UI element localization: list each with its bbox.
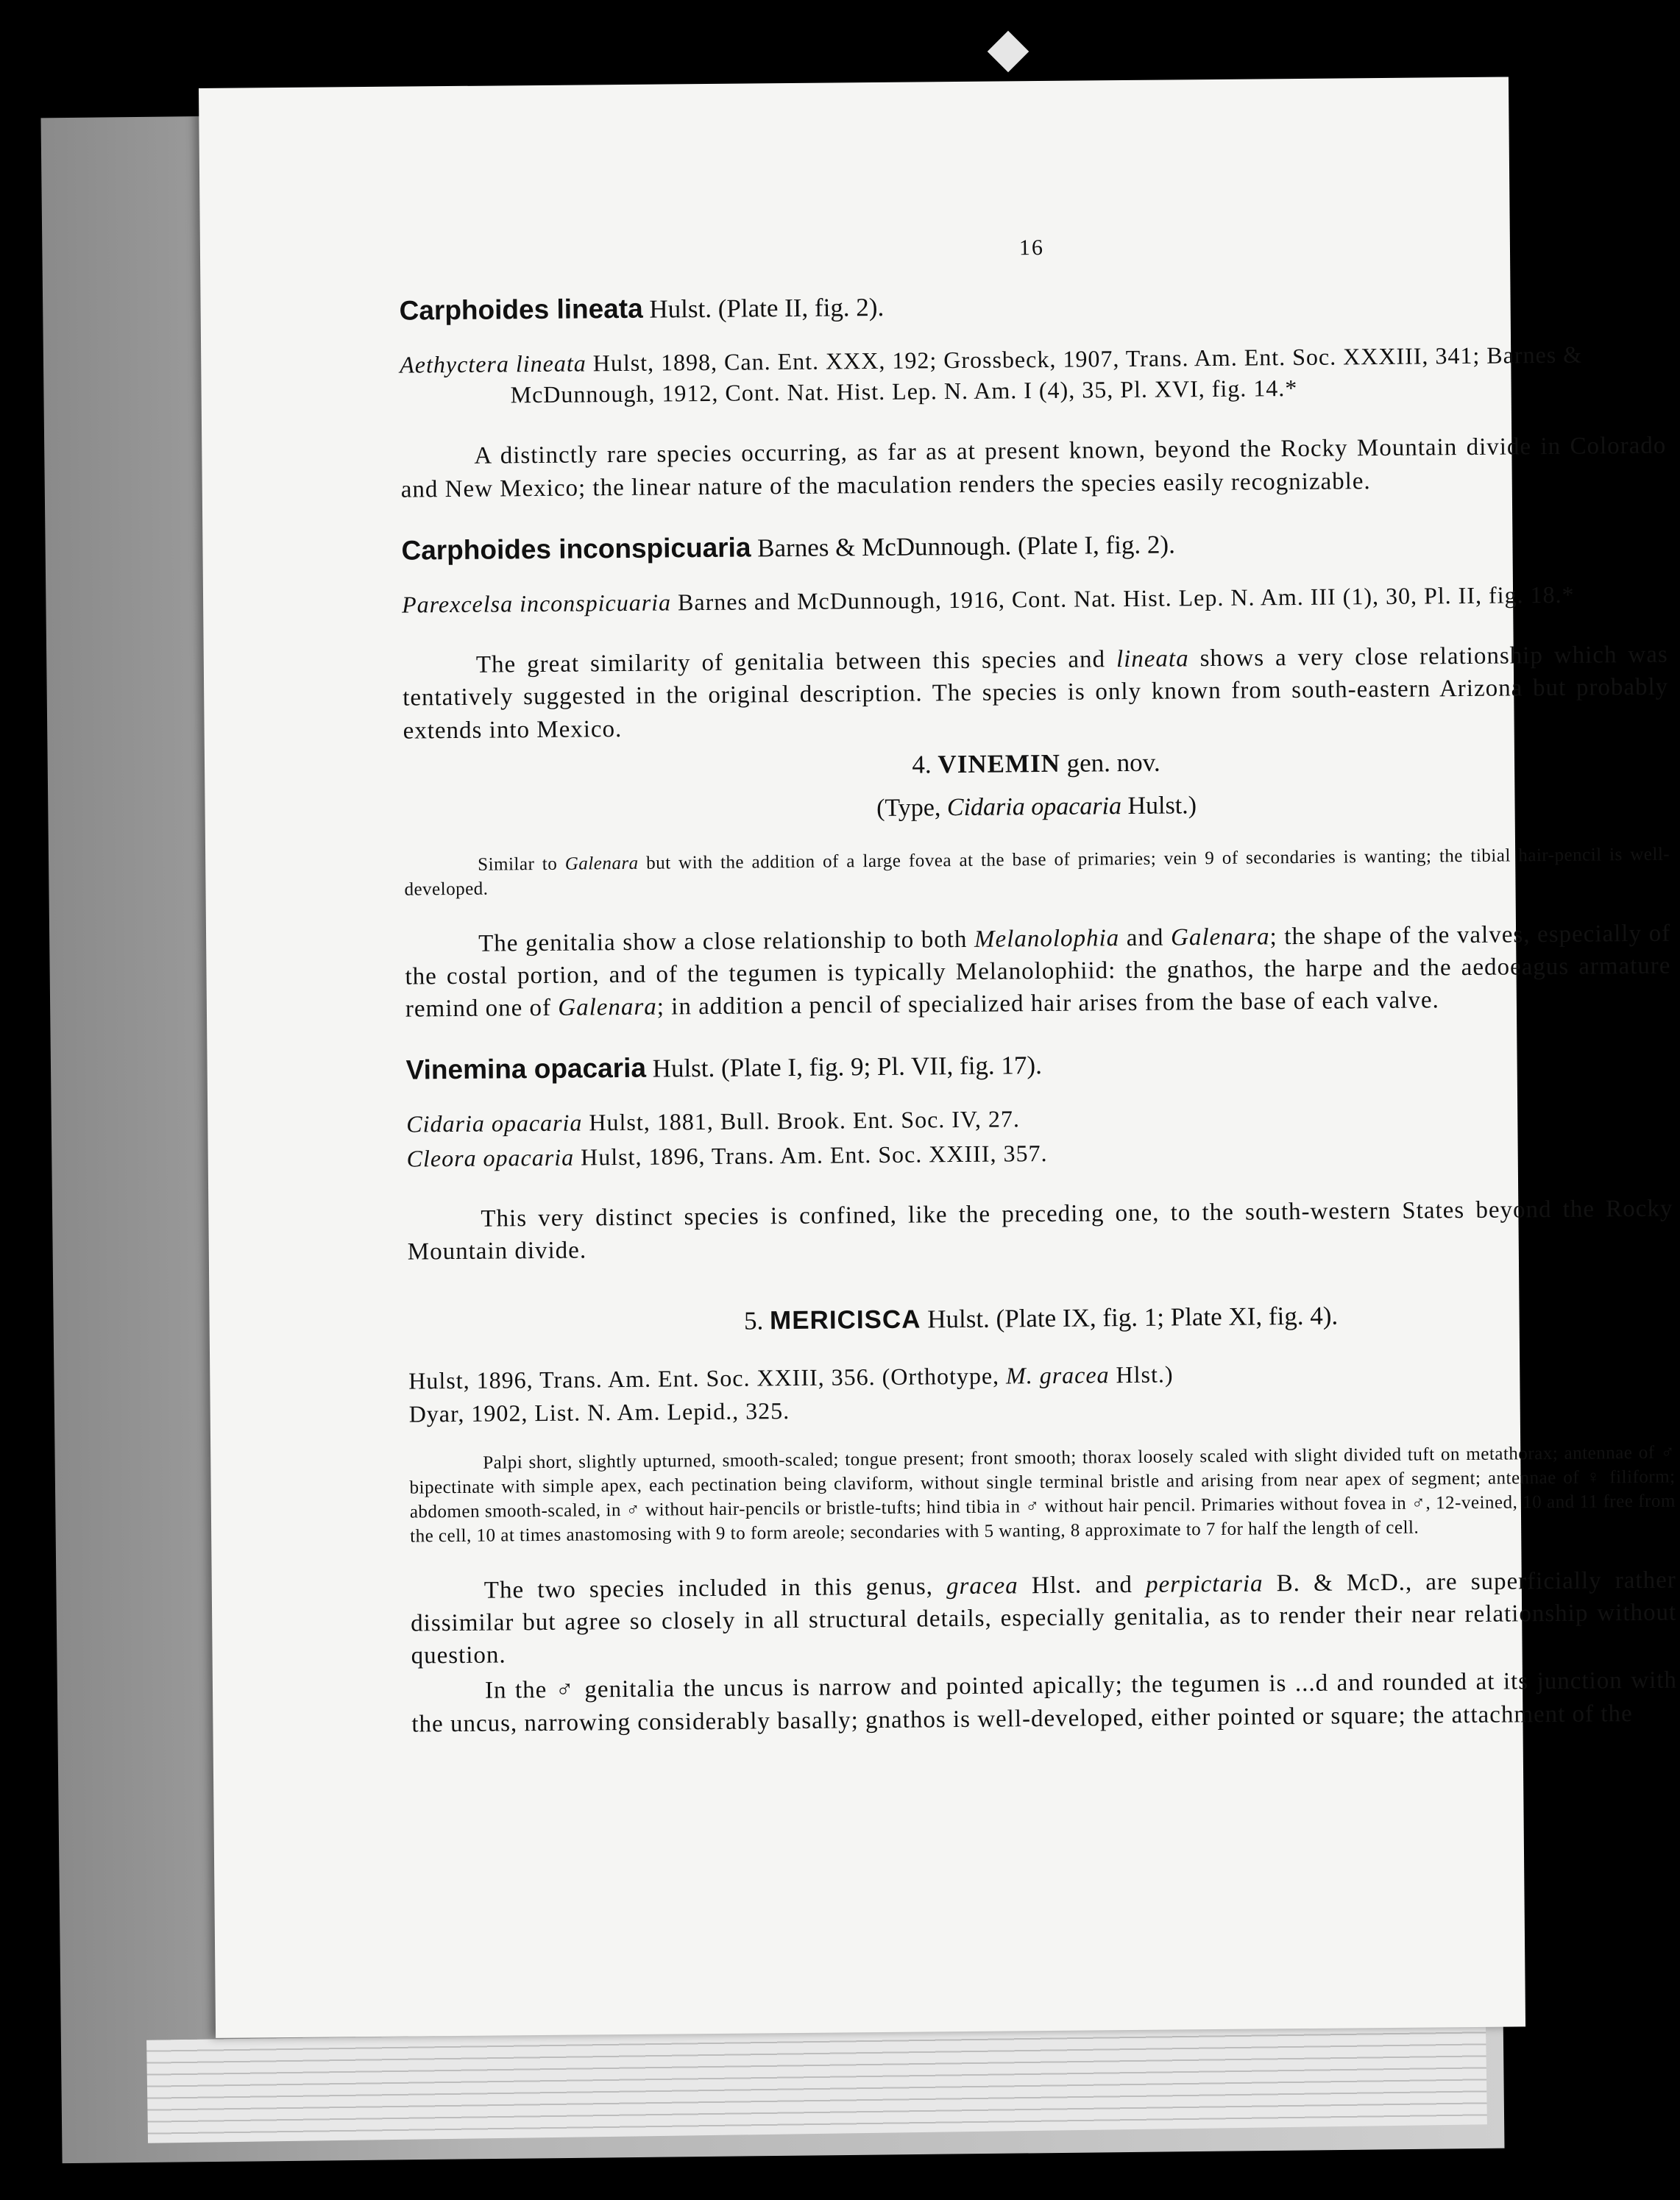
type-text: Hulst.) — [1121, 792, 1197, 820]
species-remarks: A distinctly rare species occurring, as far as at present known, beyond the Rocky Mountain divide in Colorado and New Mexico; the linear nature of the maculation renders the species easily recognizable. — [400, 433, 1667, 503]
species-authority: Barnes & McDunnough. (Plate I, fig. 2). — [751, 530, 1176, 563]
citation-text: Hulst, 1881, Bull. Brook. Ent. Soc. IV, 27. — [582, 1105, 1021, 1136]
genus-remarks — [405, 917, 1671, 1026]
genus-number: 4. — [912, 750, 938, 779]
page-number: 16 — [1018, 235, 1045, 260]
remarks-text: and — [1119, 924, 1172, 951]
page-stack-edge — [146, 2021, 1487, 2143]
species-heading-opacaria — [405, 1044, 1671, 1087]
remarks-italic: Melanolophia — [974, 924, 1120, 953]
species-name: Vinemina opacaria — [405, 1053, 647, 1086]
genus-heading-mericisca — [408, 1299, 1673, 1339]
citation-text: Hulst, 1896, Trans. Am. Ent. Soc. XXIII, 356. (Orthotype, — [408, 1362, 1007, 1394]
genus-diagnosis: Palpi short, slightly upturned, smooth-scaled; tongue present; front smooth; thorax loosely scaled with slight divided tuft on metathorax; antennae of ♂ bipectinate with simple apex, each pectination being claviform, without single terminal bristle and arising from near apex of segment; antennae of ♀ filiform; abdomen smooth-scaled, in ♂ without hair-pencils or bristle-tufts; hind tibia in ♂ without hair pencil. Primaries without fovea in ♂, 12-veined, 10 and 11 free from the cell, 10 at times anastomosing with 9 to form areole; secondaries with 5 wanting, 8 approximate to 7 for half the length of cell. — [409, 1442, 1676, 1547]
genus-number: 5. — [743, 1306, 770, 1335]
genus-remarks — [411, 1564, 1677, 1672]
genus-citation: Dyar, 1902, List. N. Am. Lepid., 325. — [408, 1397, 790, 1427]
remarks-text: The great similarity of genitalia between this species and — [475, 646, 1117, 678]
species-heading-inconspicuaria — [401, 525, 1667, 567]
citation-text: Hlst.) — [1109, 1360, 1174, 1388]
diagnosis-text: Similar to — [478, 854, 565, 875]
remarks-italic: perpictaria — [1145, 1570, 1263, 1598]
synonym-name: Aethyctera lineata — [400, 349, 586, 378]
page-content — [399, 230, 1678, 1770]
synonymy-citation — [400, 338, 1666, 411]
remarks-text: The genitalia show a close relationship to both — [478, 926, 975, 957]
remarks-text: Hlst. and — [1018, 1571, 1146, 1600]
remarks-text: The two species included in this genus, — [483, 1573, 947, 1604]
species-name: Carphoides lineata — [399, 293, 643, 326]
book-page — [199, 77, 1678, 2037]
remarks-text: shows a very close relationship which was tentatively suggested in the original description. The species is only known from south-eastern Arizona but probably extends into Mexico. — [403, 641, 1669, 745]
genitalia-description: In the ♂ genitalia the uncus is narrow and pointed apically; the tegumen is ...d and rounded at its junction with the uncus, narrowing considerably basally; gnathos is well-developed, either pointed or square; the attachment of the — [411, 1667, 1678, 1738]
species-authority: Hulst. (Plate II, fig. 2). — [642, 292, 885, 324]
genus-authority: Hulst. (Plate IX, fig. 1; Plate XI, fig. 4). — [921, 1301, 1339, 1334]
type-species-line — [403, 787, 1669, 826]
citation-text: Hulst, 1898, Can. Ent. XXX, 192; Grossbeck, 1907, Trans. Am. Ent. Soc. XXXIII, 341; Barnes & McDunnough, 1912, Cont. Nat. Hist. Lep. N. Am. I (4), 35, Pl. XVI, fig. 14.* — [510, 341, 1583, 408]
remarks-text: ; the shape of the valves, especially of the costal portion, and of the tegumen is typically Melanolophiid: the gnathos, the harpe and the aedoeagus armature remind one of — [405, 920, 1671, 1023]
synonym-name: Cidaria opacaria — [406, 1109, 583, 1138]
remarks-italic: Galenara — [558, 993, 657, 1022]
diagnosis-text: but with the addition of a large fovea at the base of primaries; vein 9 of secondaries is wanting; the tibial hair-pencil is well-developed. — [404, 844, 1670, 900]
type-species-name: Cidaria opacaria — [946, 792, 1122, 821]
citation-italic: M. gracea — [1005, 1361, 1110, 1389]
synonym-name: Cleora opacaria — [406, 1143, 575, 1172]
remarks-italic: lineata — [1116, 645, 1189, 673]
genus-status: gen. nov. — [1060, 748, 1160, 778]
remarks-text: ; in addition a pencil of specialized hair arises from the base of each valve. — [656, 987, 1439, 1021]
species-authority: Hulst. (Plate I, fig. 9; Pl. VII, fig. 17). — [645, 1051, 1043, 1084]
type-text: (Type, — [876, 793, 948, 822]
species-name: Carphoides inconspicuaria — [401, 532, 751, 566]
genus-diagnosis — [404, 842, 1670, 901]
diagnosis-italic: Galenara — [564, 853, 639, 874]
genus-name: MERICISCA — [769, 1305, 921, 1335]
scan-artifact — [988, 31, 1029, 73]
remarks-text: B. & McD., are superficially rather dissimilar but agree so closely in all structural details, especially genitalia, as to render their near relationship without question. — [411, 1566, 1677, 1669]
citation-text: Hulst, 1896, Trans. Am. Ent. Soc. XXIII, 357. — [573, 1139, 1048, 1171]
genus-heading-vinemina — [403, 743, 1669, 784]
remarks-italic: Galenara — [1170, 923, 1270, 951]
species-heading-lineata — [399, 285, 1665, 327]
synonymy-citation — [402, 578, 1667, 620]
species-remarks: This very distinct species is confined, like the preceding one, to the south-western States beyond the Rocky Mountain divide. — [407, 1195, 1673, 1266]
synonym-name: Parexcelsa inconspicuaria — [401, 589, 672, 618]
remarks-italic: gracea — [946, 1572, 1018, 1600]
genus-name: VINEMIN — [938, 748, 1061, 779]
citation-text: Barnes and McDunnough, 1916, Cont. Nat. Hist. Lep. N. Am. III (1), 30, Pl. II, fig. 18.* — [670, 581, 1575, 616]
species-remarks — [403, 639, 1669, 748]
